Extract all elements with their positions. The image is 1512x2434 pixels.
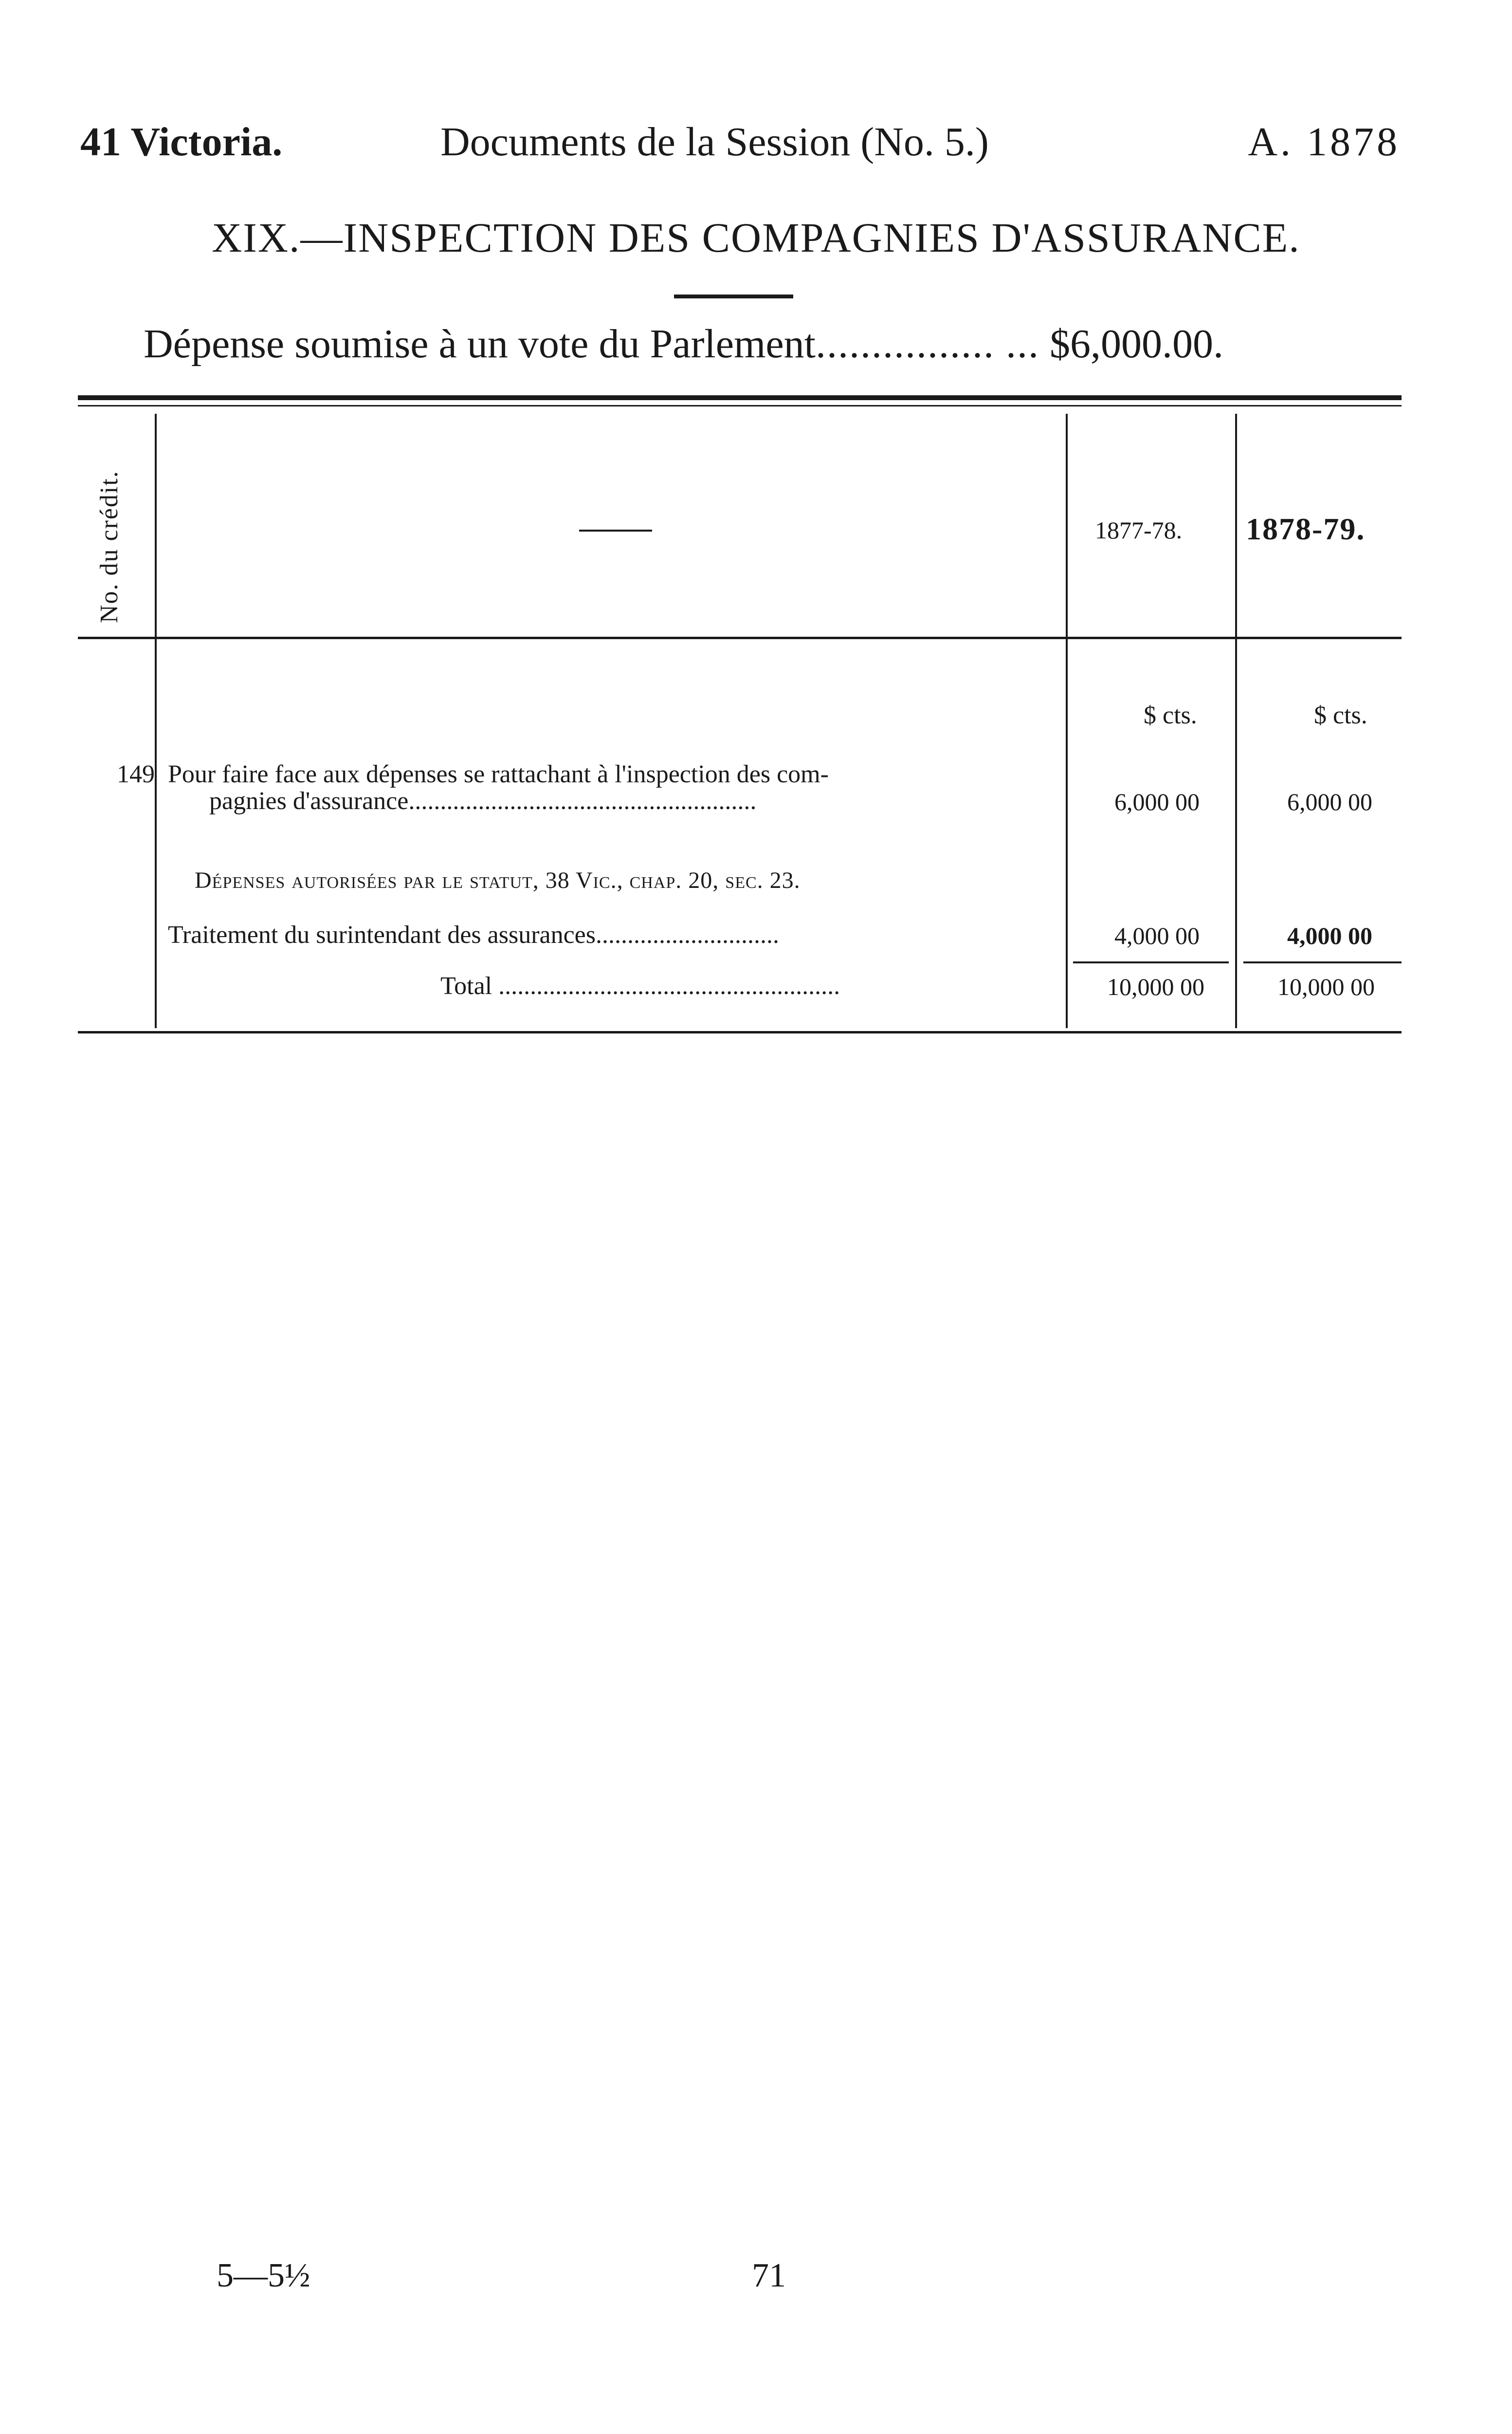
total-value-1877: 10,000 00 — [1107, 973, 1204, 1000]
statute-row-label: Traitement du surintendant des assurances............................. — [168, 921, 779, 949]
col-divider-credit — [155, 414, 157, 1028]
total-row-label — [440, 974, 840, 999]
section-title: XIX.—INSPECTION DES COMPAGNIES D'ASSURANCE. — [212, 214, 1300, 261]
total-rule-1877 — [1073, 961, 1229, 963]
col-divider-1878 — [1235, 414, 1237, 1028]
total-value-1878: 10,000 00 — [1277, 973, 1375, 1000]
header-session: Documents de la Session (No. 5.) — [440, 119, 989, 165]
row-credit-number: 149 — [117, 760, 155, 788]
total-label: Total — [440, 972, 492, 1000]
header-volume: 41 Victoria. — [80, 119, 283, 165]
unit-label-1878: $ cts. — [1314, 701, 1367, 729]
statute-value-1878: 4,000 00 — [1287, 922, 1372, 949]
page-number: 71 — [752, 2257, 786, 2294]
col-divider-1877 — [1066, 414, 1068, 1028]
row-description-line2: pagnies d'assurance....................................................... — [209, 787, 757, 815]
header-year: A. 1878 — [1248, 119, 1400, 165]
col-year-1878: 1878-79. — [1246, 512, 1366, 546]
col-year-1877: 1877-78. — [1095, 516, 1183, 544]
statute-value-1877: 4,000 00 — [1114, 922, 1200, 949]
total-dots: ...................................................... — [498, 972, 840, 1000]
total-rule-1878 — [1243, 961, 1402, 963]
footer-signature: 5—5½ — [217, 2257, 310, 2294]
row-value-1878: 6,000 00 — [1287, 788, 1372, 815]
row-value-1877: 6,000 00 — [1114, 788, 1200, 815]
description-header-dash — [579, 530, 652, 532]
vote-label: Dépense soumise à un vote du Parlement — [144, 321, 816, 367]
statute-heading: Dépenses autorisées par le statut, 38 Vic., chap. 20, sec. 23. — [195, 867, 801, 893]
table-top-rule-thin — [78, 405, 1402, 406]
vote-line — [144, 321, 1223, 367]
table-top-rule — [78, 395, 1402, 400]
table-bottom-rule — [78, 1031, 1402, 1033]
vote-dots: ................ ... — [816, 321, 1039, 367]
title-rule — [674, 295, 793, 298]
unit-label-1877: $ cts. — [1144, 701, 1197, 729]
vote-amount: $6,000.00. — [1050, 321, 1223, 367]
header-bottom-rule — [78, 637, 1402, 639]
col-credit-header: No. du crédit. — [95, 470, 123, 623]
row-description-line1: Pour faire face aux dépenses se rattachant à l'inspection des com- — [168, 760, 829, 788]
